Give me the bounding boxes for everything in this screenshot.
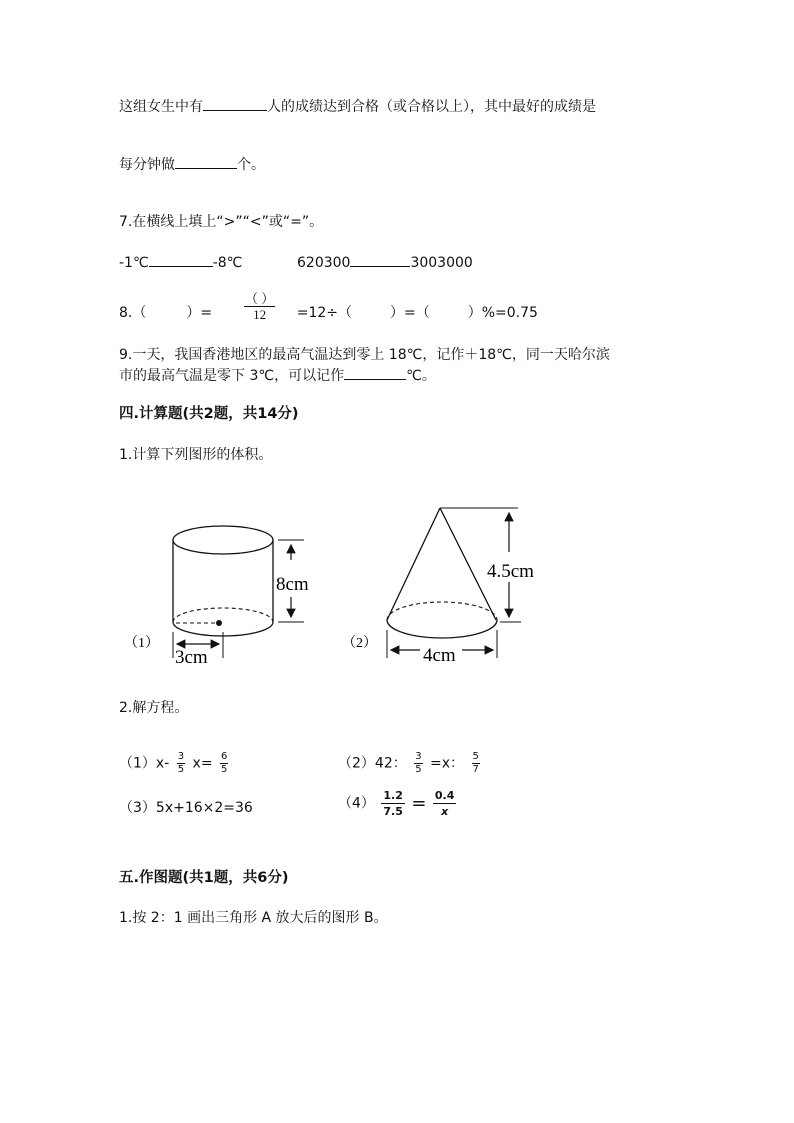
eq1-frac-2 [220,752,228,775]
eq1-a: x- [155,755,170,772]
eq1-f1-den: 5 [177,764,185,775]
eq2-f1-den: 5 [415,764,422,775]
eq1-f2-num: 6 [221,751,228,762]
q8-frac-num: （ ） [245,290,275,306]
answer-blank[interactable] [203,96,267,111]
q8-p1: ）= [186,305,213,321]
q9-line2-prefix: 市的最高气温是零下 3℃，可以记作 [119,368,345,384]
eq4-frac-1 [381,790,405,817]
eq2-f1-num: 3 [415,751,422,762]
fig1-radius-label: 3cm [175,647,208,668]
eq1-f1-num: 3 [177,751,185,762]
fig2-label: （2） [342,636,377,651]
eq2-label: （2） [338,755,375,772]
q7-comparison-a [119,252,242,271]
text-line-1 [119,96,596,116]
eq3-text: 5x+16×2=36 [155,800,253,816]
q8-frac-den: 12 [253,306,267,322]
equation-3 [119,797,253,817]
calc2-title: 2.解方程。 [119,700,189,716]
answer-blank[interactable] [175,154,237,169]
fig2-diameter-label: 4cm [423,645,456,666]
section-5-title: 五.作图题(共1题，共6分) [119,870,289,886]
eq4-equals: = [411,793,427,814]
eq4-f2-num: 0.4 [434,789,455,802]
q8-line [119,290,538,322]
eq2-frac-1 [414,752,422,775]
calc1-title: 1.计算下列图形的体积。 [119,447,273,463]
fig2-height-label: 4.5cm [487,561,534,582]
answer-blank[interactable] [344,365,406,380]
eq1-label: （1） [119,755,156,772]
figures-svg [0,490,794,680]
eq2-f2-den: 7 [472,764,479,775]
q7-comparison-b [297,252,473,271]
draw1-title: 1.按 2：1 画出三角形 A 放大后的图形 B。 [119,910,388,926]
q9-line-1: 9.一天，我国香港地区的最高气温达到零上 18℃，记作＋18℃，同一天哈尔滨 [119,347,610,363]
answer-blank[interactable] [350,252,410,267]
eq4-f1-den: 7.5 [383,805,403,818]
cone-figure [387,508,521,658]
line1-suffix: 人的成绩达到合格（或合格以上），其中最好的成绩是 [267,99,596,115]
fig1-label: （1） [124,636,159,651]
line2-prefix: 每分钟做 [119,157,175,173]
eq2-f2-num: 5 [472,751,479,762]
q8-p2: =12÷（ [296,305,352,321]
answer-blank[interactable] [149,252,213,267]
eq2-frac-2 [472,752,480,775]
line1-prefix: 这组女生中有 [119,99,203,115]
q8-fraction [244,292,275,321]
equation-1 [119,752,231,775]
q7-title: 7.在横线上填上“>”“<”或“=”。 [119,214,324,230]
q9-line-2 [119,365,436,385]
eq4-label: （4） [338,795,375,812]
eq4-f1-num: 1.2 [383,789,403,802]
q8-lead: 8.（ [119,305,147,321]
fig1-height-label: 8cm [276,574,309,595]
eq3-label: （3） [119,800,156,816]
q7-a-left: -1℃ [119,255,149,271]
equation-2 [338,752,483,775]
q7-b-left: 620300 [297,255,351,271]
eq4-frac-2 [433,790,457,817]
q7-b-right: 3003000 [410,255,473,271]
q7-a-right: -8℃ [212,255,243,271]
q9-line2-suffix: ℃。 [406,368,436,384]
equation-4 [338,790,458,817]
q8-p4: ）%=0.75 [467,305,538,321]
text-line-2 [119,154,265,174]
q8-p3: ）=（ [390,305,430,321]
section-4-title: 四.计算题(共2题，共14分) [119,406,299,422]
eq1-frac-1 [177,752,185,775]
eq2-b: =x： [430,755,465,772]
line2-suffix: 个。 [237,157,265,173]
eq2-a: 42： [374,755,407,772]
eq4-f2-den: x [441,805,449,818]
eq1-b: x= [192,755,213,772]
eq1-f2-den: 5 [221,764,228,775]
